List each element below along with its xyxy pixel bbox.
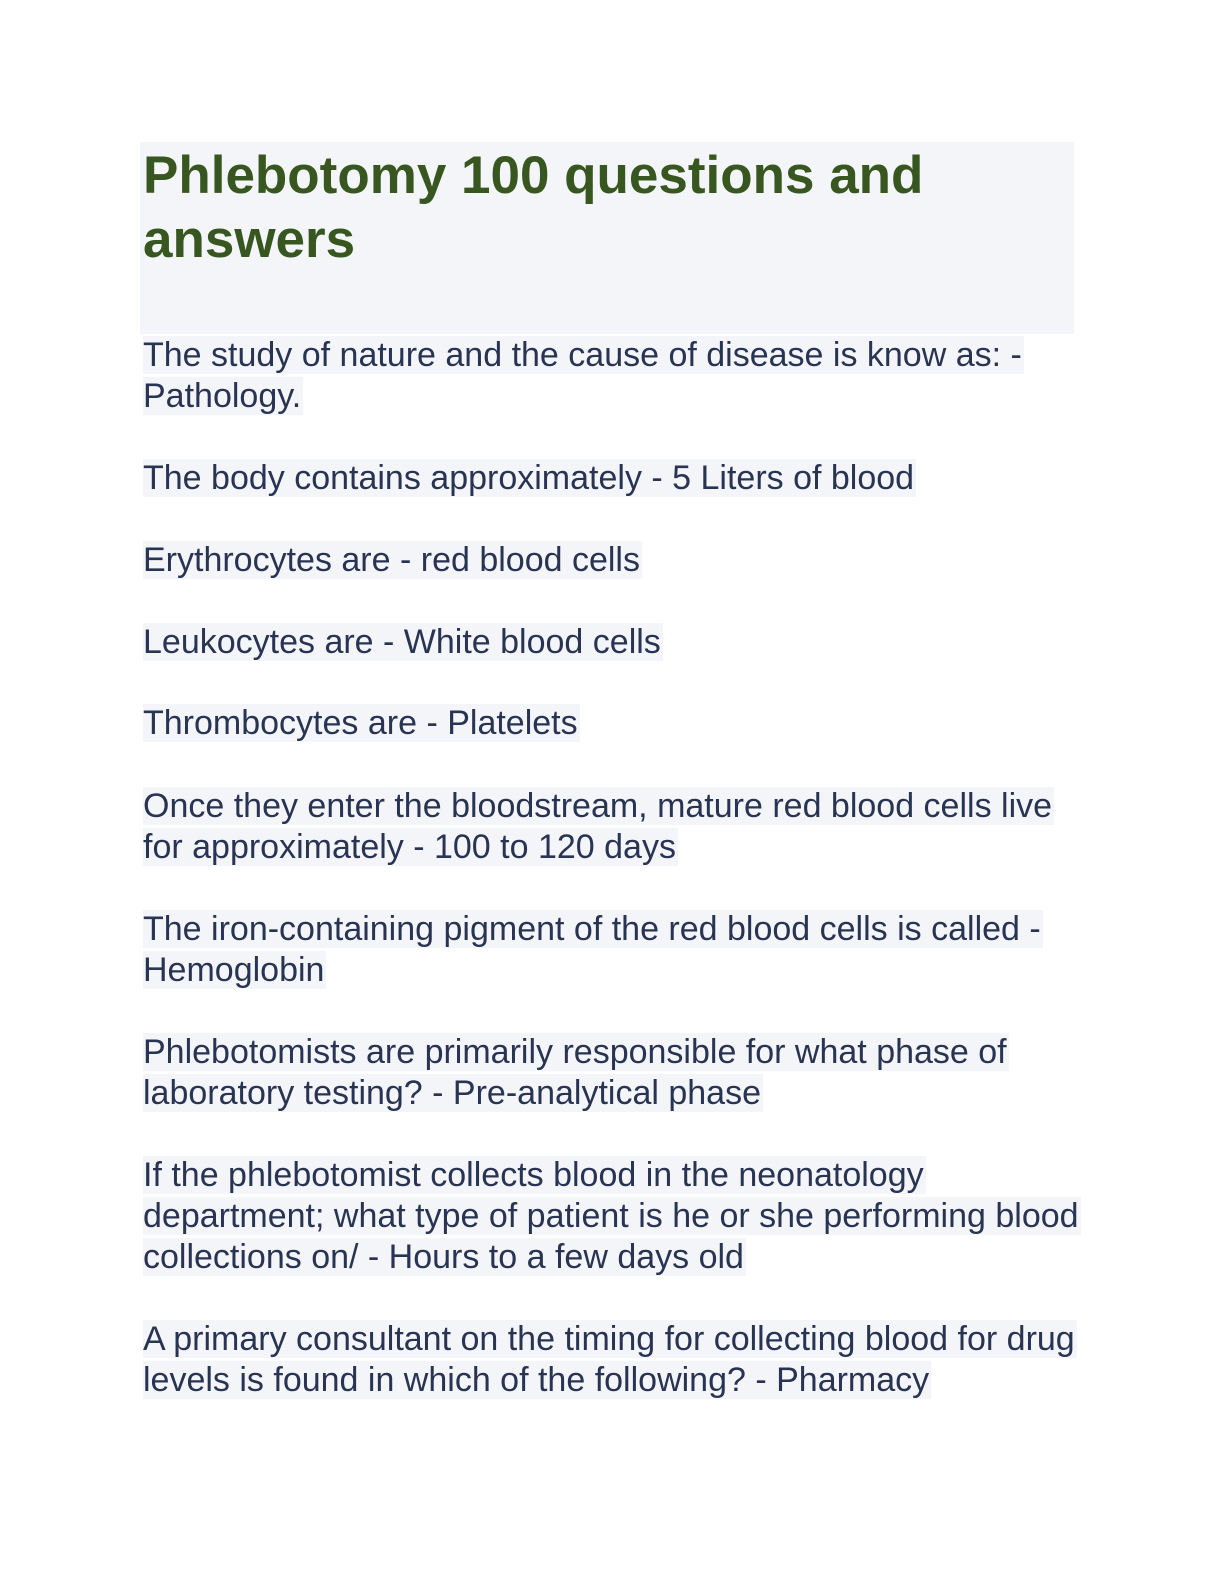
qa-item: A primary consultant on the timing for collecting blood for drug levels is found in which of the following? - Pharmacy [143, 1320, 1075, 1399]
qa-item: Leukocytes are - White blood cells [143, 623, 661, 661]
title-block [140, 142, 1074, 334]
qa-item: The iron-containing pigment of the red blood cells is called - Hemoglobin [143, 910, 1041, 989]
qa-item: The study of nature and the cause of disease is know as: - Pathology. [143, 336, 1022, 415]
document-title: Phlebotomy 100 questions and answers [143, 146, 924, 269]
qa-item: Erythrocytes are - red blood cells [143, 541, 640, 579]
qa-item: The body contains approximately - 5 Liters of blood [143, 459, 915, 497]
qa-item: Phlebotomists are primarily responsible for what phase of laboratory testing? - Pre-analytical phase [143, 1033, 1007, 1112]
qa-item: If the phlebotomist collects blood in the neonatology department; what type of patient is he or she performing blood collections on/ - Hours to a few days old [143, 1156, 1079, 1276]
qa-item: Thrombocytes are - Platelets [143, 704, 578, 742]
qa-item: Once they enter the bloodstream, mature red blood cells live for approximately - 100 to 120 days [143, 787, 1053, 866]
